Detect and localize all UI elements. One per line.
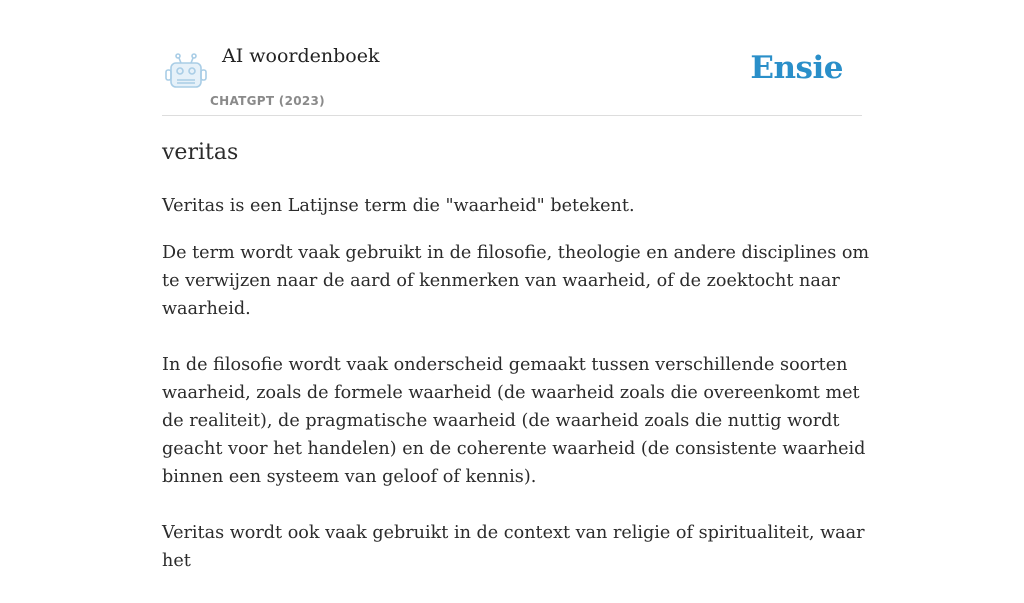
- term-title: veritas: [162, 140, 239, 165]
- page-container: [162, 0, 870, 571]
- definition-paragraph: De term wordt vaak gebruikt in de filosofie, theologie en andere disciplines om te verwijzen naar de aard of kenmerken van waarheid, of de zoektocht naar waarheid.: [162, 243, 870, 319]
- definition-body: [162, 192, 872, 603]
- definition-paragraph: In de filosofie wordt vaak onderscheid gemaakt tussen verschillende soorten waarheid, zoals de formele waarheid (de waarheid zoals die overeenkomt met de realiteit), de pragmatische waarheid (de waarheid zoals die nuttig wordt geacht voor het handelen) en de coherente waarheid (de consistente waarheid binnen een systeem van geloof of kennis).: [162, 355, 866, 487]
- brand-logo[interactable]: Ensie: [750, 50, 843, 86]
- dictionary-title[interactable]: AI woordenboek: [222, 45, 380, 67]
- definition-summary: Veritas is een Latijnse term die "waarheid" betekent.: [162, 196, 635, 216]
- source-label: CHATGPT (2023): [210, 94, 325, 108]
- definition-paragraph: Veritas wordt ook vaak gebruikt in de context van religie of spiritualiteit, waar het: [162, 523, 865, 571]
- robot-icon: [165, 52, 207, 90]
- entry-header: [162, 0, 862, 116]
